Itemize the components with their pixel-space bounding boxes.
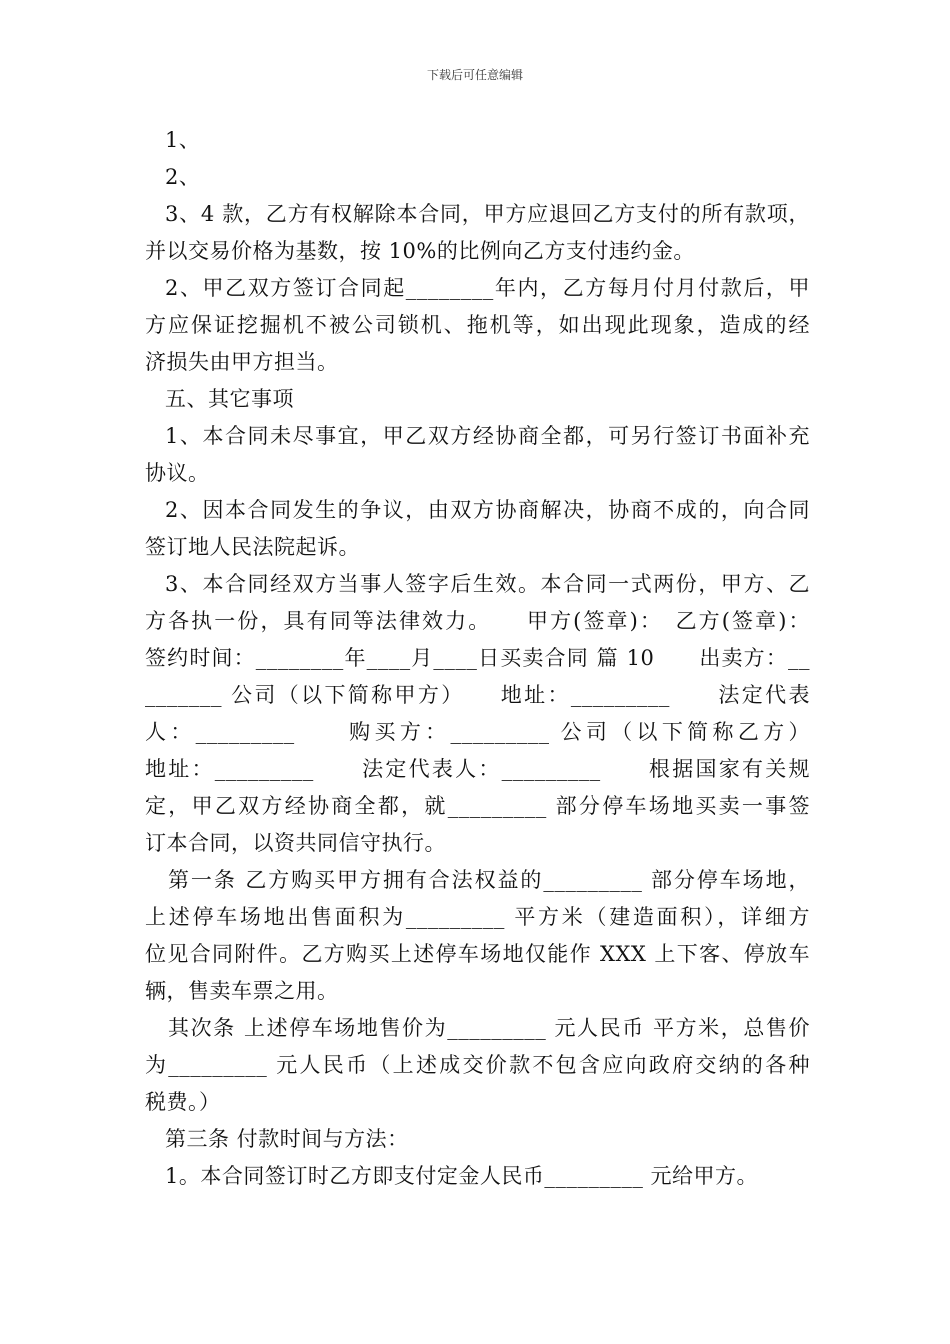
paragraph-line: 定，甲乙双方经协商全都，就_________ 部分停车场地买卖一事签 [145,794,810,818]
paragraph-line: 位见合同附件。乙方购买上述停车场地仅能作 XXX 上下客、停放车 [145,942,810,966]
paragraph-line: 订本合同，以资共同信守执行。 [145,831,446,855]
paragraph-line: 地址：_________ 法定代表人：_________ 根据国家有关规 [145,757,810,781]
paragraph-line: 2、因本合同发生的争议，由双方协商解决，协商不成的，向合同 [165,498,810,522]
paragraph-line: 2、 [165,165,201,189]
paragraph-line: 2、甲乙双方签订合同起________年内，乙方每月付月付款后，甲 [165,276,810,300]
paragraph-line: 为_________ 元人民币（上述成交价款不包含应向政府交纳的各种 [145,1053,810,1077]
paragraph-line: 税费。） [145,1090,221,1114]
paragraph-line: 1、 [165,128,201,152]
document-body [145,122,810,1195]
paragraph-line: 辆，售卖车票之用。 [145,979,339,1003]
paragraph-line: 3、本合同经双方当事人签字后生效。本合同一式两份，甲方、乙 [165,572,810,596]
paragraph-line: 签订地人民法院起诉。 [145,535,360,559]
paragraph-line: 1、本合同未尽事宜，甲乙双方经协商全都，可另行签订书面补充 [165,424,810,448]
paragraph-line: 第三条 付款时间与方法： [165,1127,409,1151]
paragraph-line: 协议。 [145,461,210,485]
paragraph-line: 其次条 上述停车场地售价为_________ 元人民币 平方米，总售价 [168,1016,810,1040]
paragraph-line: 签约时间：________年____月____日买卖合同 篇 10 出卖方：__ [145,646,810,670]
section-heading: 五、其它事项 [165,387,294,411]
paragraph-line: 上述停车场地出售面积为_________ 平方米（建造面积），详细方 [145,905,810,929]
paragraph-line: 方各执一份，具有同等法律效力。 甲方(签章)： 乙方(签章)： [145,609,810,633]
paragraph-line: 并以交易价格为基数，按 10%的比例向乙方支付违约金。 [145,239,695,263]
paragraph-line: 1。本合同签订时乙方即支付定金人民币_________ 元给甲方。 [165,1164,759,1188]
paragraph-line: 人：_________ 购买方：_________ 公司（以下简称乙方） [145,720,810,744]
paragraph-line: _______ 公司（以下简称甲方） 地址：_________ 法定代表 [145,683,810,707]
paragraph-line: 方应保证挖掘机不被公司锁机、拖机等，如出现此现象，造成的经 [145,313,810,337]
paragraph-line: 济损失由甲方担当。 [145,350,339,374]
paragraph-line: 3、4 款，乙方有权解除本合同，甲方应退回乙方支付的所有款项， [165,202,810,226]
paragraph-line: 第一条 乙方购买甲方拥有合法权益的_________ 部分停车场地， [168,868,810,892]
page-header: 下载后可任意编辑 [426,68,523,82]
